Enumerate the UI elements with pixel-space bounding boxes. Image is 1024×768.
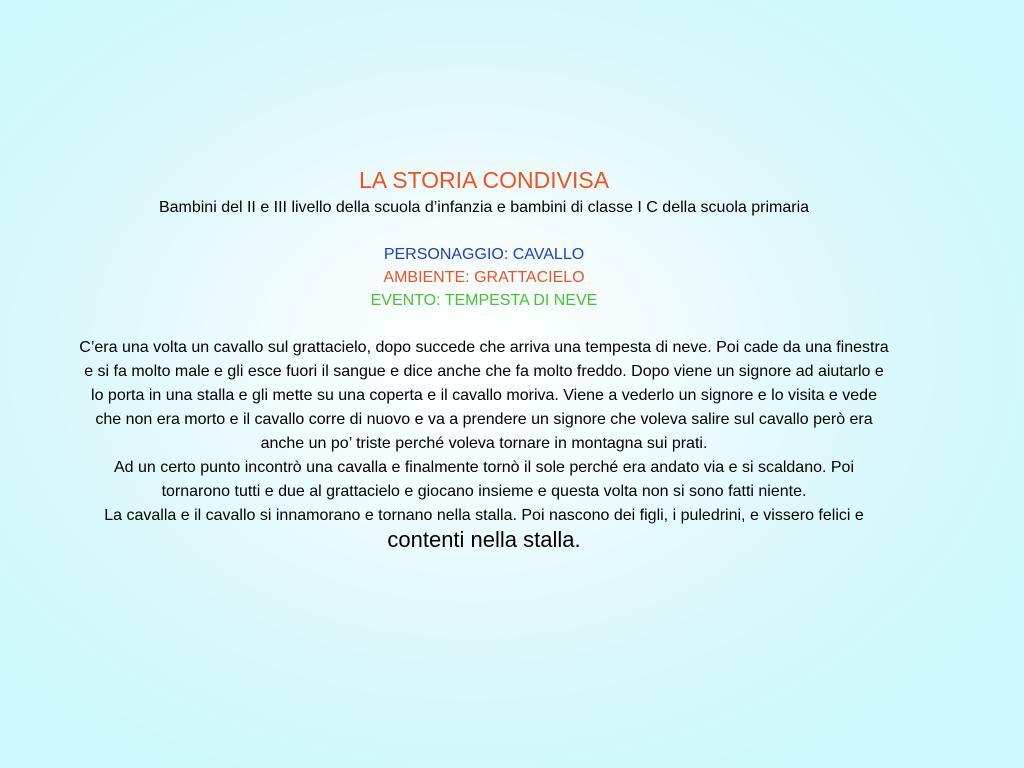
spacer [70,219,898,243]
slide-title: LA STORIA CONDIVISA [358,167,610,193]
slide-subtitle: Bambini del II e III livello della scuola d’infanzia e bambini di classe I C della scuola primaria [158,199,810,216]
spacer [70,312,898,336]
story-paragraph-3-text: La cavalla e il cavallo si innamorano e tornano nella stalla. Poi nascono dei figli, i puledrini, e vissero felici e [104,507,864,524]
story-paragraph-2: Ad un certo punto incontrò una cavalla e finalmente tornò il sole perché era andato via e si scaldano. Poi tornarono tutti e due al grattacielo e giocano insieme e questa volta non si sono fatti niente. [113,459,854,500]
story-paragraph-3 [78,504,890,555]
story-paragraph-3-end: contenti nella stalla. [387,527,581,552]
slide-content [70,163,898,555]
story-text [78,336,890,555]
story-paragraph-1: C’era una volta un cavallo sul grattacielo, dopo succede che arriva una tempesta di neve. Poi cade da una finestra e si fa molto male e gli esce fuori il sangue e dice anche che fa molto freddo. Dopo viene un signore ad aiutarlo e lo porta in una stalla e gli mette su una coperta e il cavallo moriva. Viene a vederlo un signore e lo visita e vede che non era morto e il cavallo corre di nuovo e va a prendere un signore che voleva salire sul cavallo però era anche un po’ triste perché voleva tornare in montagna sui prati. [79,339,889,452]
character-label: PERSONAGGIO: CAVALLO [383,246,585,263]
setting-label: AMBIENTE: GRATTACIELO [383,269,585,286]
event-label: EVENTO: TEMPESTA DI NEVE [370,292,598,309]
